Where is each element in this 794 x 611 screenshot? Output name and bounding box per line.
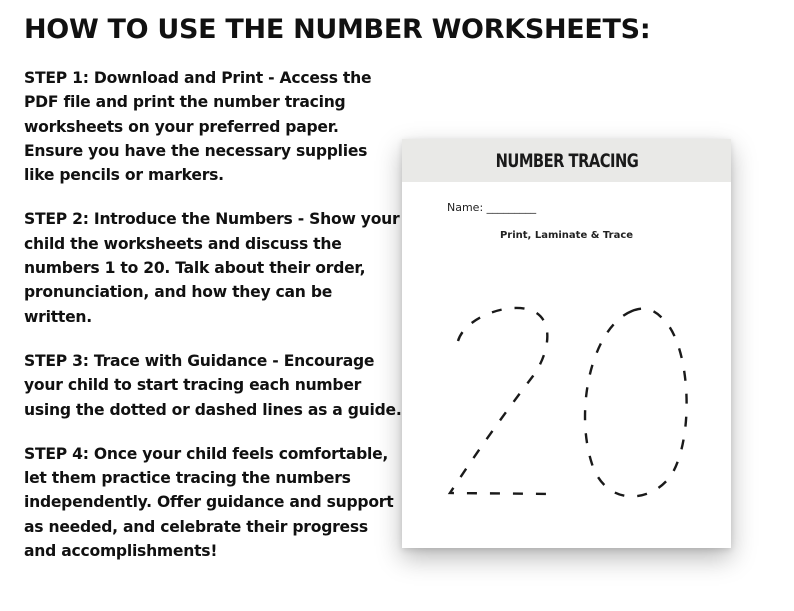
traceable-number [402,139,731,548]
worksheet-title: NUMBER TRACING [495,149,638,172]
step-4-text: STEP 4: Once your child feels comfortable, let them practice tracing the numbers independently. Offer guidance and support as needed, and celebrate their progress and accomplishments! [24,444,394,561]
trace-digit-2 [450,308,558,494]
name-field-line: Name: _________ [447,201,537,214]
page-heading: HOW TO USE THE NUMBER WORKSHEETS: [24,14,651,45]
steps-list [24,66,402,583]
worksheet-subtitle: Print, Laminate & Trace [499,230,634,241]
trace-digit-0 [585,309,687,497]
step-2-text: STEP 2: Introduce the Numbers - Show your child the worksheets and discuss the numbers 1 to 20. Talk about their order, pronunciation, and how they can be written. [24,210,400,326]
worksheet-preview [402,139,731,548]
step-3-text: STEP 3: Trace with Guidance - Encourage your child to start tracing each number using the dotted or dashed lines as a guide. [24,351,402,419]
step-1-text: STEP 1: Download and Print - Access the PDF file and print the number tracing worksheets on your preferred paper. Ensure you have the necessary supplies like pencils or markers. [24,69,372,185]
